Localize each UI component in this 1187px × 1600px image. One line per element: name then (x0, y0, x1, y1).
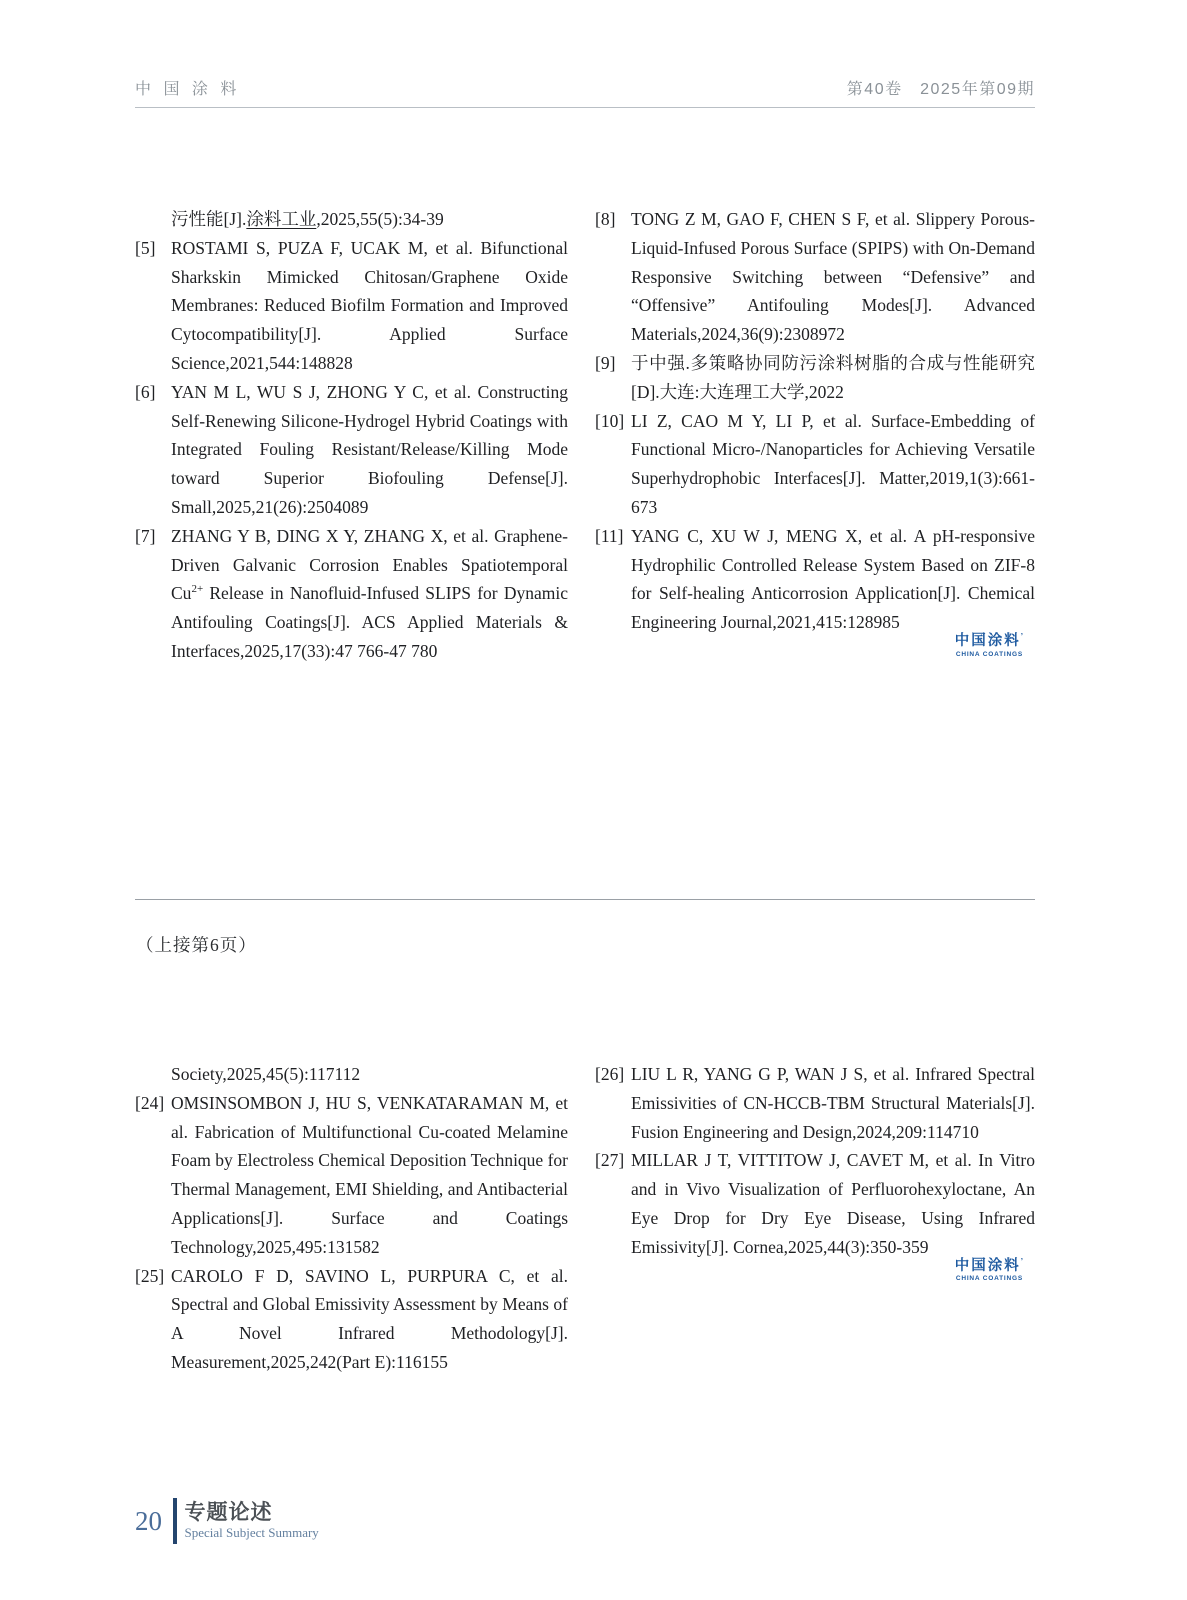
reference-text: CAROLO F D, SAVINO L, PURPURA C, et al. Spectral and Global Emissivity Assessment by Means of A Novel Infrared Methodology[J]. Measurement,2025,242(Part E):116155 (171, 1265, 568, 1372)
reference-continuation-line: Society,2025,45(5):117112 (171, 1064, 361, 1084)
reference-text-pre: ZHANG Y B, DING X Y, ZHANG X, et al. Graphene-Driven Galvanic Corrosion Enables Spatiotemporal Cu (171, 525, 568, 604)
reference-number: [6] (135, 381, 156, 402)
logo-trademark-icon: ’ (1020, 1256, 1023, 1266)
reference-number: [26] (595, 1064, 625, 1084)
reference-text: OMSINSOMBON J, HU S, VENKATARAMAN M, et al. Fabrication of Multifunctional Cu-coated Melamine Foam by Electroless Chemical Deposition Technique for Thermal Management, EMI Shielding, and Antibacterial Applications[J]. Surface and Coatings Technology,2025,495:131582 (171, 1092, 568, 1257)
reference-number: [8] (595, 209, 616, 229)
reference-text: YAN M L, WU S J, ZHONG Y C, et al. Constructing Self-Renewing Silicone-Hydrogel Hybrid Coatings with Integrated Fouling Resistant/Release/Killing Mode toward Superior Biofouling Defense[J]. Small,2025,21(26):2504089 (171, 381, 568, 517)
references-column-left-2 (135, 1060, 568, 1377)
references-column-right-2 (595, 1060, 1035, 1377)
page-footer (135, 1498, 319, 1544)
reference-number: [5] (135, 237, 156, 258)
logo-english-text: CHINA COATINGS (955, 650, 1023, 658)
reference-text: TONG Z M, GAO F, CHEN S F, et al. Slippery Porous-Liquid-Infused Porous Surface (SPIPS) with On-Demand Responsive Switching between “Defensive” and “Offensive” Antifouling Modes[J]. Advanced Materials,2024,36(9):2308972 (631, 209, 1035, 345)
page-number: 20 (135, 1505, 162, 1536)
issue-info: 第40卷 2025年第09期 (846, 81, 1035, 98)
continuation-text-post: ,2025,55(5):34-39 (316, 209, 444, 229)
reference-text-post: Release in Nanofluid-Infused SLIPS for Dynamic Antifouling Coatings[J]. ACS Applied Materials & Interfaces,2025,17(33):47 766-47 780 (171, 583, 568, 661)
logo-trademark-icon: ’ (1020, 631, 1023, 641)
reference-text: LIU L R, YANG G P, WAN J S, et al. Infrared Spectral Emissivities of CN-HCCB-TBM Structural Materials[J]. Fusion Engineering and Design,2024,209:114710 (631, 1064, 1035, 1142)
references-column-left-1 (135, 205, 568, 666)
reference-item-24 (135, 1089, 568, 1262)
journal-name: 中 国 涂 料 (135, 81, 241, 98)
reference-item-26 (595, 1060, 1035, 1146)
reference-number: [24] (135, 1092, 165, 1113)
logo-english-text: CHINA COATINGS (955, 1275, 1023, 1283)
column-title-chinese: 专题论述 (184, 1501, 273, 1525)
references-section-1 (135, 205, 1035, 666)
reference-number: [10] (595, 410, 625, 431)
references-section-2 (135, 1060, 1035, 1377)
page-header (135, 76, 1035, 108)
section-divider-line (135, 899, 1035, 900)
reference-number: [7] (135, 525, 156, 546)
reference-item-10 (595, 407, 1035, 522)
references-column-right-1 (595, 205, 1035, 666)
journal-title-underlined: 涂料工业 (246, 209, 317, 229)
reference-text: YANG C, XU W J, MENG X, et al. A pH-responsive Hydrophilic Controlled Release System Based on ZIF-8 for Self-healing Anticorrosion Application[J]. Chemical Engineering Journal,2021,415:128985 (631, 525, 1035, 633)
reference-item-11 (595, 522, 1035, 637)
superscript-ion-charge: 2+ (191, 583, 204, 596)
reference-number: [9] (595, 352, 616, 373)
reference-item-6 (135, 378, 568, 522)
reference-item-7 (135, 522, 568, 666)
reference-text: MILLAR J T, VITTITOW J, CAVET M, et al. In Vitro and in Vivo Visualization of Perfluorohexyloctane, An Eye Drop for Dry Eye Disease, Using Infrared Emissivity[J]. Cornea,2025,44(3):350-359 (631, 1150, 1035, 1257)
reference-number: [25] (135, 1265, 165, 1286)
reference-item-27 (595, 1146, 1035, 1261)
logo-chinese-text: 中国涂料’ (954, 1256, 1023, 1274)
reference-item-9 (595, 349, 1035, 407)
reference-text: 于中强.多策略协同防污涂料树脂的合成与性能研究[D].大连:大连理工大学,2022 (631, 352, 1035, 402)
continued-from-note: （上接第6页） (136, 935, 257, 955)
logo-chinese-text: 中国涂料’ (954, 631, 1023, 649)
reference-item-25 (135, 1262, 568, 1377)
reference-item-5 (135, 234, 568, 378)
footer-column-title (185, 1501, 319, 1541)
reference-continuation-line (135, 205, 568, 234)
reference-number: [11] (595, 525, 624, 546)
column-title-english: Special Subject Summary (184, 1525, 319, 1541)
reference-item-8 (595, 205, 1035, 349)
reference-text: LI Z, CAO M Y, LI P, et al. Surface-Embedding of Functional Micro-/Nanoparticles for Achieving Versatile Superhydrophobic Interfaces[J]. Matter,2019,1(3):661-673 (631, 410, 1035, 517)
footer-divider-bar (173, 1498, 177, 1544)
continuation-text-pre: 污性能[J]. (171, 209, 247, 229)
reference-text (171, 522, 568, 666)
reference-text: ROSTAMI S, PUZA F, UCAK M, et al. Bifunctional Sharkskin Mimicked Chitosan/Graphene Oxide Membranes: Reduced Biofilm Formation and Improved Cytocompatibility[J]. Applied Surface Science,2021,544:148828 (171, 237, 568, 373)
reference-number: [27] (595, 1150, 625, 1171)
